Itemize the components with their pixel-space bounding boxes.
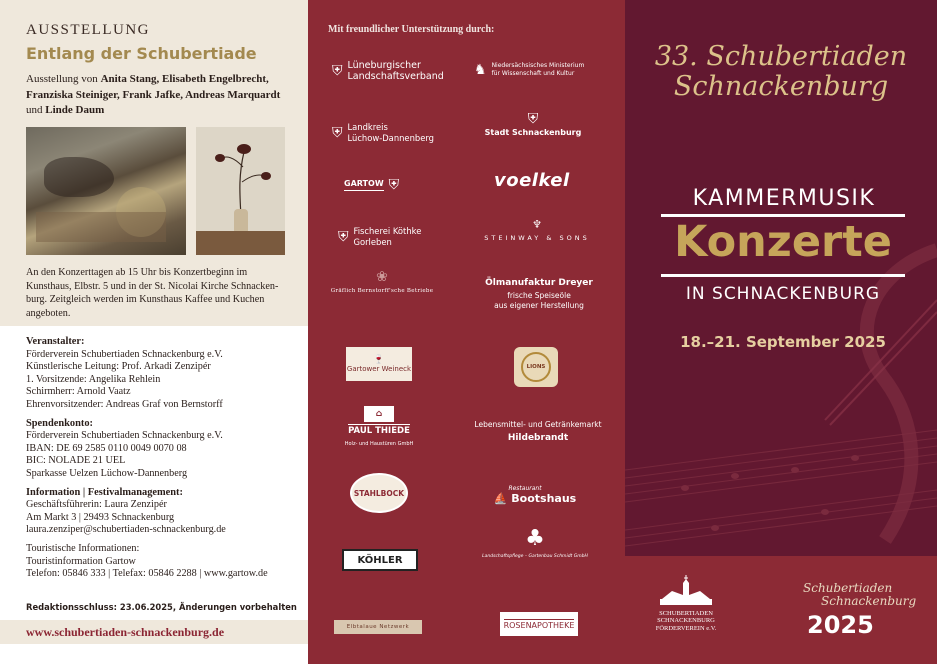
artists-prefix: Ausstellung von <box>26 73 101 85</box>
organizer-heading: Veranstalter: <box>26 336 85 347</box>
organizer-line: Schirmherr: Arnold Vaatz <box>26 386 131 398</box>
organizer-line: Ehrenvorsitzender: Andreas Graf von Bernstorff <box>26 398 223 410</box>
sponsor-text: Restaurant <box>508 485 542 492</box>
sponsor-stadt <box>478 112 588 139</box>
house-icon: ⌂ <box>364 406 394 422</box>
donation-line: BIC: NOLADE 21 UEL <box>26 455 126 467</box>
artists-line-2: Franziska Steiniger, Frank Jafke, Andreas Marquardt <box>26 88 281 101</box>
sponsor-text: Landschaftsverband <box>347 71 444 82</box>
sponsor-gartow <box>344 178 399 192</box>
sponsor-text: Lüneburgischer <box>347 60 421 71</box>
management-line: Geschäftsführerin: Laura Zenzipér <box>26 499 167 511</box>
sponsor-text: Landschaftspflege – Gartenbau Schmidt GmbH <box>482 554 588 559</box>
sponsors-heading: Mit freundlicher Unterstützung durch: <box>328 24 495 35</box>
donation-line: Förderverein Schubertiaden Schnackenburg e.V. <box>26 430 223 442</box>
sponsor-text: ROSENAPOTHEKE <box>503 620 575 630</box>
tree-icon: ♣ <box>525 526 545 551</box>
sponsor-text: Lüchow-Dannenberg <box>347 132 434 143</box>
sponsor-text: frische Speiseöle <box>507 290 571 300</box>
exhibition-info <box>26 266 296 320</box>
cover-panel <box>625 0 937 664</box>
sponsor-steinway <box>476 220 598 243</box>
crest-icon: ⛨ <box>332 63 343 79</box>
logo-script-line-1: Schubertiaden <box>803 581 893 595</box>
tourist-line: Touristinformation Gartow <box>26 555 136 567</box>
divider <box>661 274 905 277</box>
wreath-icon: ❀ <box>376 269 388 285</box>
festival-year: 2025 <box>807 611 874 639</box>
tourist-contact[interactable]: Telefon: 05846 333 | Telefax: 05846 2288 | www.gartow.de <box>26 568 268 580</box>
sponsor-voelkel: voelkel <box>494 170 570 191</box>
sponsor-bernstorff <box>322 270 442 297</box>
sponsor-ministry <box>474 62 584 77</box>
sponsor-text: KÖHLER <box>357 554 403 566</box>
edition-line-2: Schnackenburg <box>673 71 889 102</box>
konzerte-heading: Konzerte <box>674 217 892 267</box>
logo-text: FÖRDERVEREIN e.V. <box>655 624 717 632</box>
wine-glasses-icon: 🍷 <box>373 355 385 365</box>
sponsor-oel <box>474 278 604 312</box>
exhibition-kicker: AUSSTELLUNG <box>26 22 150 38</box>
sponsor-text: für Wissenschaft und Kultur <box>491 69 575 77</box>
sponsor-lions <box>514 347 558 387</box>
edition-title <box>625 42 937 102</box>
sponsor-text: Stadt Schnackenburg <box>484 128 582 137</box>
imprint <box>26 336 296 581</box>
management-line: Am Markt 3 | 29493 Schnackenburg <box>26 511 175 523</box>
sponsor-hildebrandt <box>468 420 608 443</box>
info-line: An den Konzerttagen ab 15 Uhr bis Konzertbeginn im <box>26 267 248 278</box>
sponsor-rosenapotheke <box>500 612 578 636</box>
crest-icon: ⛨ <box>527 111 539 127</box>
donation-line: Sparkasse Uelzen Lüchow-Dannenberg <box>26 467 188 479</box>
crest-icon: ⛨ <box>388 177 400 193</box>
sponsor-text: Fischerei Köthke <box>353 226 422 236</box>
sponsor-weineck <box>346 347 412 381</box>
website-link[interactable]: www.schubertiaden-schnackenburg.de <box>26 625 225 639</box>
logo-script-line-2: Schnackenburg <box>821 594 917 608</box>
sponsor-thiede <box>344 406 414 449</box>
sponsor-text: Gräflich Bernstorff'sche Betriebe <box>330 288 434 294</box>
schubertiaden-script-logo <box>803 581 917 608</box>
sponsor-text: STAHLBOCK <box>353 488 405 498</box>
sponsor-lueneburg <box>332 60 444 82</box>
church-icon <box>656 575 716 607</box>
organizer-line: 1. Vorsitzende: Angelika Rehlein <box>26 373 161 385</box>
donation-line: IBAN: DE 69 2585 0110 0049 0070 08 <box>26 442 187 454</box>
fish-crest-icon: ⛨ <box>338 228 349 245</box>
foerderverein-logo <box>651 575 721 632</box>
sponsor-text: Holz- und Haustüren GmbH <box>344 440 414 447</box>
sponsor-text: aus eigener Herstellung <box>494 301 584 310</box>
sponsor-text: Gorleben <box>353 236 392 247</box>
logo-text: SCHNACKENBURG <box>657 617 715 624</box>
edition-line-1: 33. Schubertiaden <box>654 41 908 72</box>
tourist-line: Touristische Informationen: <box>26 542 140 554</box>
sponsor-elbe <box>334 620 422 634</box>
sponsor-text: Hildebrandt <box>507 432 569 443</box>
lions-emblem: LIONS <box>521 352 551 382</box>
info-line: Kunsthaus, Elbstr. 5 und in der St. Nicolai Kirche Schnacken- <box>26 280 279 292</box>
crest-icon: ⛨ <box>332 124 343 141</box>
management-heading: Information | Festivalmanagement: <box>26 486 183 498</box>
festival-dates: 18.–21. September 2025 <box>680 333 886 351</box>
ship-icon: ⛵ <box>493 491 508 505</box>
kammermusik-heading: KAMMERMUSIK <box>692 186 876 211</box>
sponsor-text: Ölmanufaktur Dreyer <box>485 278 593 288</box>
organizer-line: Künstlerische Leitung: Prof. Arkadi Zenzipér <box>26 361 211 373</box>
sponsor-text: GARTOW <box>344 179 384 191</box>
exhibition-title: Entlang der Schubertiade <box>26 44 257 63</box>
sponsor-stahlbock <box>350 473 408 513</box>
sponsor-text: STEINWAY & SONS <box>484 233 590 242</box>
editorial-deadline: Redaktionsschluss: 23.06.2025, Änderungen vorbehalten <box>26 602 297 612</box>
sponsor-text: Bootshaus <box>511 491 577 505</box>
lily-vase-image <box>196 127 285 255</box>
artists-last: Linde Daum <box>45 104 105 116</box>
left-panel <box>0 0 308 664</box>
sponsor-koehler <box>342 549 418 571</box>
sponsor-text: Landkreis <box>347 122 388 132</box>
sponsors-panel <box>308 0 625 664</box>
organizer-line: Förderverein Schubertiaden Schnackenburg e.V. <box>26 348 223 360</box>
info-line: burg. Zeitgleich werden im Kunsthaus Kaffee und Kuchen <box>26 294 265 305</box>
management-email[interactable]: laura.zenziper@schubertiaden-schnackenburg.de <box>26 524 226 536</box>
artists-line-1: Anita Stang, Elisabeth Engelbrecht, <box>100 73 269 85</box>
sponsor-landkreis <box>332 122 434 143</box>
artists-and: und <box>26 104 46 116</box>
sponsor-bootshaus <box>480 484 590 504</box>
sponsor-text: Niedersächsisches Ministerium <box>491 62 585 69</box>
sponsor-text: Lebensmittel- und Getränkemarkt <box>474 420 602 429</box>
sponsor-text: PAUL THIEDE <box>348 426 410 436</box>
donation-heading: Spendenkonto: <box>26 417 93 429</box>
exhibition-artists <box>26 72 294 119</box>
sponsor-text: Gartower Weineck <box>346 365 412 373</box>
info-line: angeboten. <box>26 307 71 319</box>
sponsor-fischerei <box>338 226 421 247</box>
logo-text: SCHUBERTIADEN <box>659 609 713 617</box>
horse-crest-icon: ♞ <box>474 61 487 78</box>
lyre-icon: ♆ <box>532 218 542 231</box>
sponsor-text: Elbtalaue Netzwerk <box>346 624 410 630</box>
sponsor-baumpflege <box>480 528 590 563</box>
sponsor-text <box>493 491 577 505</box>
location-heading: IN SCHNACKENBURG <box>685 284 881 304</box>
abstract-painting-image <box>26 127 186 255</box>
